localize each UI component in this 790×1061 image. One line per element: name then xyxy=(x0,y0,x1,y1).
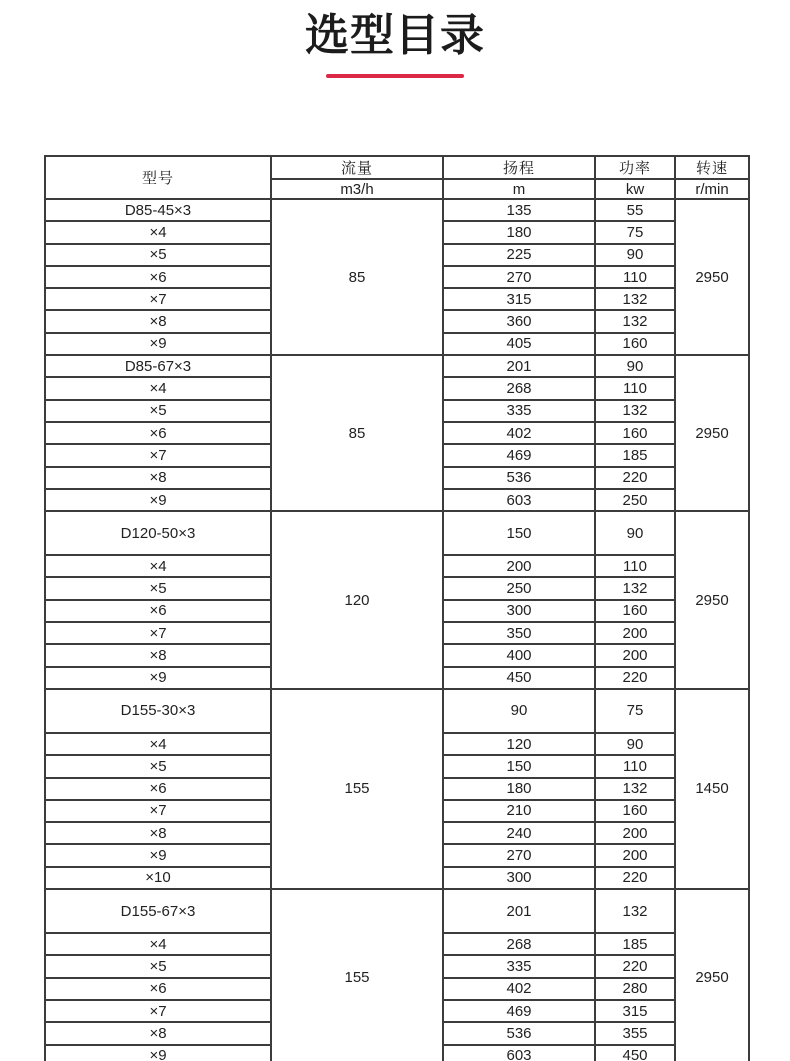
head-cell: 400 xyxy=(443,644,595,666)
model-cell: D155-67×3 xyxy=(45,889,271,933)
head-cell: 469 xyxy=(443,444,595,466)
head-cell: 300 xyxy=(443,600,595,622)
model-cell: D85-45×3 xyxy=(45,199,271,221)
power-cell: 160 xyxy=(595,800,675,822)
model-cell: ×8 xyxy=(45,644,271,666)
speed-cell: 2950 xyxy=(675,355,749,511)
power-cell: 250 xyxy=(595,489,675,511)
power-cell: 315 xyxy=(595,1000,675,1022)
head-cell: 268 xyxy=(443,933,595,955)
power-cell: 132 xyxy=(595,577,675,599)
head-cell: 120 xyxy=(443,733,595,755)
power-cell: 90 xyxy=(595,355,675,377)
power-cell: 132 xyxy=(595,400,675,422)
head-cell: 335 xyxy=(443,400,595,422)
model-cell: ×7 xyxy=(45,622,271,644)
power-cell: 200 xyxy=(595,644,675,666)
model-cell: ×5 xyxy=(45,400,271,422)
power-cell: 185 xyxy=(595,933,675,955)
power-cell: 90 xyxy=(595,733,675,755)
head-cell: 315 xyxy=(443,288,595,310)
model-cell: ×9 xyxy=(45,667,271,689)
power-cell: 132 xyxy=(595,288,675,310)
model-cell: ×6 xyxy=(45,266,271,288)
head-cell: 90 xyxy=(443,689,595,733)
power-cell: 160 xyxy=(595,422,675,444)
title-underline-accent xyxy=(326,74,464,78)
model-cell: ×8 xyxy=(45,467,271,489)
power-cell: 90 xyxy=(595,244,675,266)
head-cell: 300 xyxy=(443,867,595,889)
model-cell: ×5 xyxy=(45,244,271,266)
head-cell: 350 xyxy=(443,622,595,644)
head-cell: 135 xyxy=(443,199,595,221)
power-cell: 90 xyxy=(595,511,675,555)
power-cell: 200 xyxy=(595,622,675,644)
speed-cell: 2950 xyxy=(675,511,749,689)
model-cell: ×4 xyxy=(45,377,271,399)
flow-cell: 85 xyxy=(271,199,443,355)
model-cell: ×6 xyxy=(45,978,271,1000)
head-cell: 360 xyxy=(443,310,595,332)
power-cell: 75 xyxy=(595,689,675,733)
page-title: 选型目录 xyxy=(305,11,485,60)
speed-cell: 2950 xyxy=(675,889,749,1061)
power-cell: 220 xyxy=(595,667,675,689)
model-cell: ×8 xyxy=(45,822,271,844)
head-cell: 225 xyxy=(443,244,595,266)
model-cell: ×8 xyxy=(45,310,271,332)
power-cell: 200 xyxy=(595,844,675,866)
model-cell: ×6 xyxy=(45,778,271,800)
head-cell: 150 xyxy=(443,755,595,777)
header-power: 功率 xyxy=(595,156,675,179)
head-cell: 603 xyxy=(443,489,595,511)
head-cell: 270 xyxy=(443,844,595,866)
flow-cell: 85 xyxy=(271,355,443,511)
header-head-unit: m xyxy=(443,179,595,199)
model-cell: ×4 xyxy=(45,733,271,755)
power-cell: 55 xyxy=(595,199,675,221)
head-cell: 270 xyxy=(443,266,595,288)
power-cell: 220 xyxy=(595,955,675,977)
model-cell: D120-50×3 xyxy=(45,511,271,555)
header-row-titles xyxy=(45,156,749,179)
power-cell: 75 xyxy=(595,221,675,243)
selection-table xyxy=(44,155,750,1061)
head-cell: 405 xyxy=(443,333,595,355)
flow-cell: 155 xyxy=(271,689,443,889)
power-cell: 160 xyxy=(595,600,675,622)
head-cell: 603 xyxy=(443,1045,595,1061)
head-cell: 268 xyxy=(443,377,595,399)
selection-table-wrapper xyxy=(44,155,748,1061)
power-cell: 132 xyxy=(595,889,675,933)
header-head: 扬程 xyxy=(443,156,595,179)
power-cell: 280 xyxy=(595,978,675,1000)
head-cell: 536 xyxy=(443,1022,595,1044)
head-cell: 240 xyxy=(443,822,595,844)
model-cell: ×7 xyxy=(45,444,271,466)
table-row xyxy=(45,199,749,221)
head-cell: 450 xyxy=(443,667,595,689)
model-cell: ×6 xyxy=(45,600,271,622)
model-cell: ×4 xyxy=(45,555,271,577)
power-cell: 450 xyxy=(595,1045,675,1061)
speed-cell: 2950 xyxy=(675,199,749,355)
catalog-page xyxy=(0,10,790,1061)
head-cell: 402 xyxy=(443,978,595,1000)
head-cell: 210 xyxy=(443,800,595,822)
power-cell: 200 xyxy=(595,822,675,844)
power-cell: 110 xyxy=(595,555,675,577)
head-cell: 335 xyxy=(443,955,595,977)
model-cell: ×7 xyxy=(45,800,271,822)
head-cell: 402 xyxy=(443,422,595,444)
head-cell: 180 xyxy=(443,778,595,800)
head-cell: 469 xyxy=(443,1000,595,1022)
model-cell: ×9 xyxy=(45,333,271,355)
model-cell: ×5 xyxy=(45,955,271,977)
power-cell: 110 xyxy=(595,266,675,288)
header-model: 型号 xyxy=(45,156,271,199)
power-cell: 110 xyxy=(595,377,675,399)
model-cell: ×7 xyxy=(45,1000,271,1022)
table-row xyxy=(45,689,749,733)
table-row xyxy=(45,355,749,377)
power-cell: 220 xyxy=(595,867,675,889)
power-cell: 355 xyxy=(595,1022,675,1044)
power-cell: 185 xyxy=(595,444,675,466)
model-cell: ×8 xyxy=(45,1022,271,1044)
model-cell: ×5 xyxy=(45,755,271,777)
power-cell: 160 xyxy=(595,333,675,355)
table-body xyxy=(45,199,749,1061)
table-row xyxy=(45,511,749,555)
header-power-unit: kw xyxy=(595,179,675,199)
model-cell: ×9 xyxy=(45,489,271,511)
header-speed: 转速 xyxy=(675,156,749,179)
power-cell: 132 xyxy=(595,310,675,332)
head-cell: 536 xyxy=(443,467,595,489)
head-cell: 201 xyxy=(443,889,595,933)
model-cell: ×7 xyxy=(45,288,271,310)
header-flow: 流量 xyxy=(271,156,443,179)
head-cell: 150 xyxy=(443,511,595,555)
flow-cell: 120 xyxy=(271,511,443,689)
head-cell: 180 xyxy=(443,221,595,243)
model-cell: ×5 xyxy=(45,577,271,599)
power-cell: 220 xyxy=(595,467,675,489)
header-flow-unit: m3/h xyxy=(271,179,443,199)
speed-cell: 1450 xyxy=(675,689,749,889)
model-cell: D85-67×3 xyxy=(45,355,271,377)
table-header xyxy=(45,156,749,199)
model-cell: ×4 xyxy=(45,221,271,243)
model-cell: D155-30×3 xyxy=(45,689,271,733)
model-cell: ×6 xyxy=(45,422,271,444)
head-cell: 201 xyxy=(443,355,595,377)
model-cell: ×10 xyxy=(45,867,271,889)
table-row xyxy=(45,889,749,933)
power-cell: 110 xyxy=(595,755,675,777)
power-cell: 132 xyxy=(595,778,675,800)
flow-cell: 155 xyxy=(271,889,443,1061)
head-cell: 250 xyxy=(443,577,595,599)
model-cell: ×4 xyxy=(45,933,271,955)
header-speed-unit: r/min xyxy=(675,179,749,199)
model-cell: ×9 xyxy=(45,844,271,866)
head-cell: 200 xyxy=(443,555,595,577)
model-cell: ×9 xyxy=(45,1045,271,1061)
